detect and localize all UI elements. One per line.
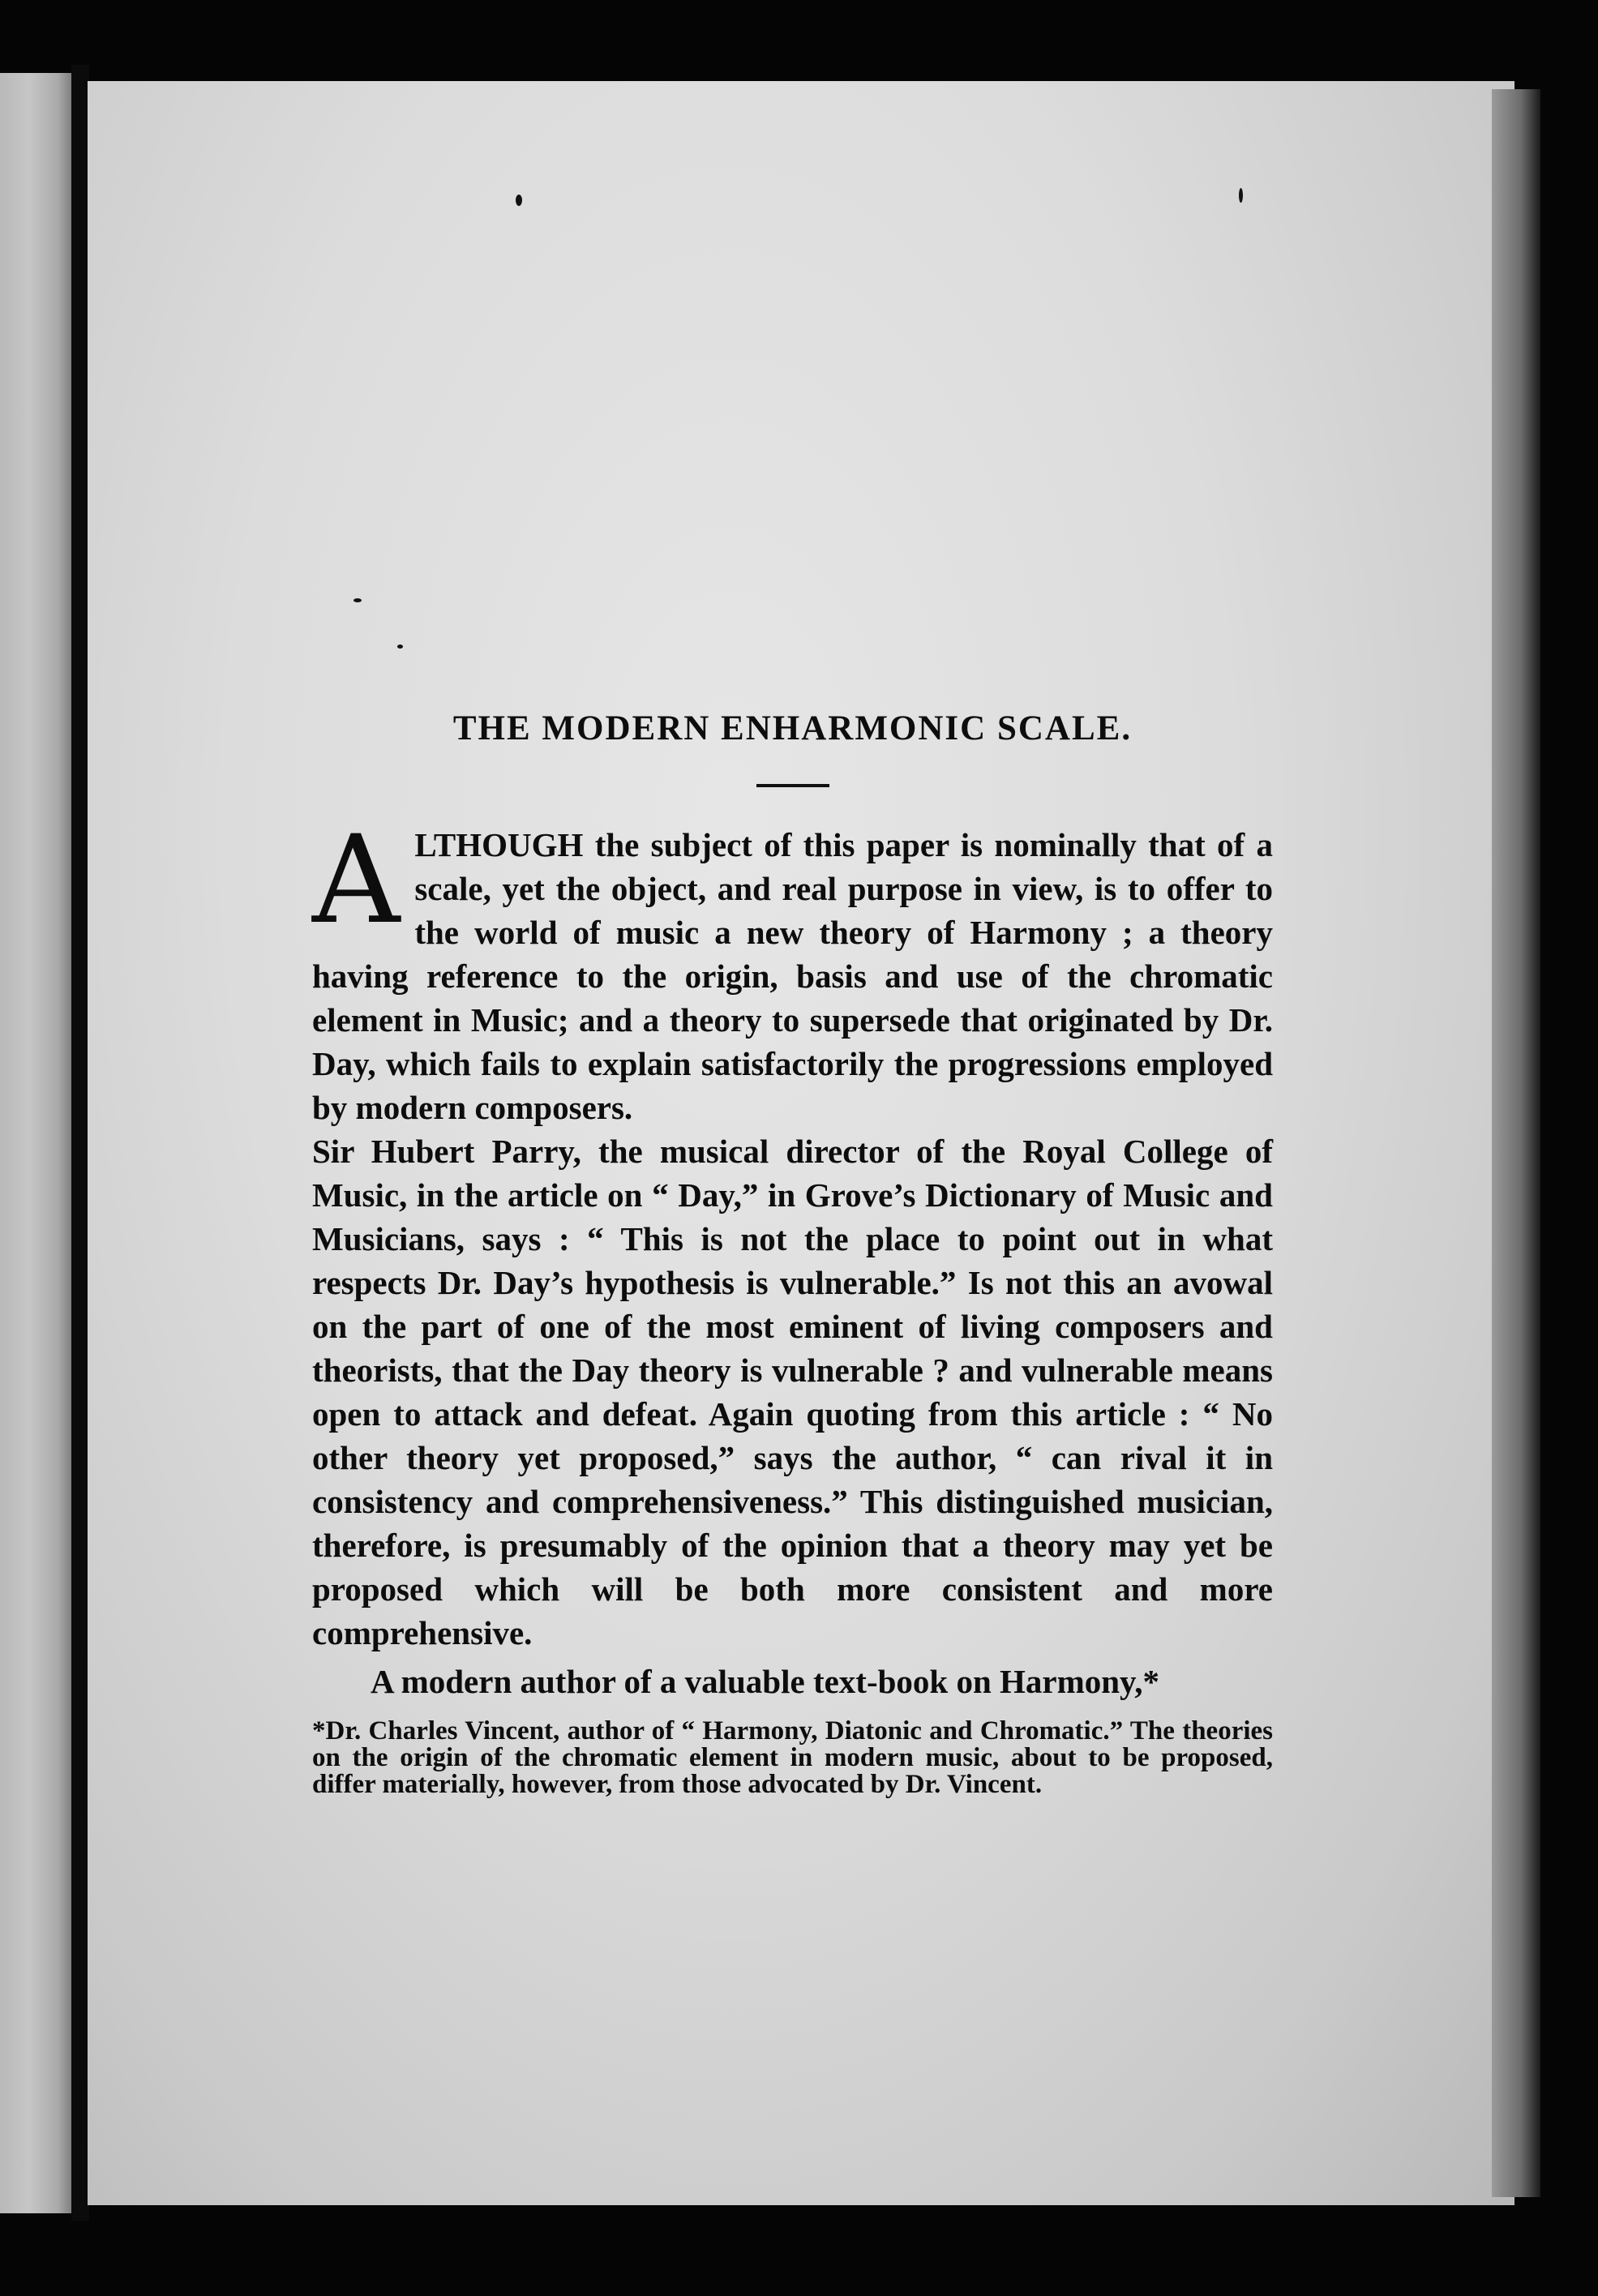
- scan-speck: [353, 598, 362, 602]
- body-text: [312, 810, 1273, 1703]
- book-gutter: [71, 65, 89, 2221]
- scan-speck: [1239, 188, 1243, 203]
- drop-cap: A: [312, 810, 401, 951]
- page-content: [312, 697, 1273, 1825]
- paragraph-1: [312, 810, 1273, 1129]
- title-rule: [756, 784, 829, 787]
- footnote: *Dr. Charles Vincent, author of “ Harmony, Diatonic and Chromatic.” The theories on the origin of the chromatic element in modern music, about to be proposed, differ materially, however, from those advocated by Dr. Vincent.: [312, 1716, 1273, 1799]
- page-title: THE MODERN ENHARMONIC SCALE.: [452, 709, 1133, 747]
- scan-speck: [516, 195, 522, 206]
- facing-page-edge: [0, 73, 73, 2213]
- paragraph-2: Sir Hubert Parry, the musical director of the Royal College of Music, in the article on “ Day,” in Grove’s Dictionary of Music and Musicians, says : “ This is not the place to point out in what respects Dr. Day’s hypothesis is vulnerable.” Is not this an avowal on the part of one of the most eminent of living composers and theorists, that the Day theory is vulnerable ? and vulnerable means open to attack and defeat. Again quoting from this article : “ No other theory yet proposed,” says the author, “ can rival it in consistency and comprehensiveness.” This distinguished musician, therefore, is presumably of the opinion that a theory may yet be proposed which will be both more consistent and more comprehensive.: [312, 1133, 1273, 1651]
- scan-speck: [397, 645, 403, 649]
- paragraph-1-text: LTHOUGH the subject of this paper is nominally that of a scale, yet the object, and real purpose in view, is to offer to the world of music a new theory of Harmony ; a theory having reference to the origin, basis and use of the chromatic element in Music; and a theory to supersede that originated by Dr. Day, which fails to explain satisfactorily the progressions employed by modern composers.: [312, 826, 1273, 1126]
- paragraph-3: A modern author of a valuable text-book on Harmony,*: [371, 1663, 1160, 1700]
- page-edge-shadow: [1492, 89, 1540, 2197]
